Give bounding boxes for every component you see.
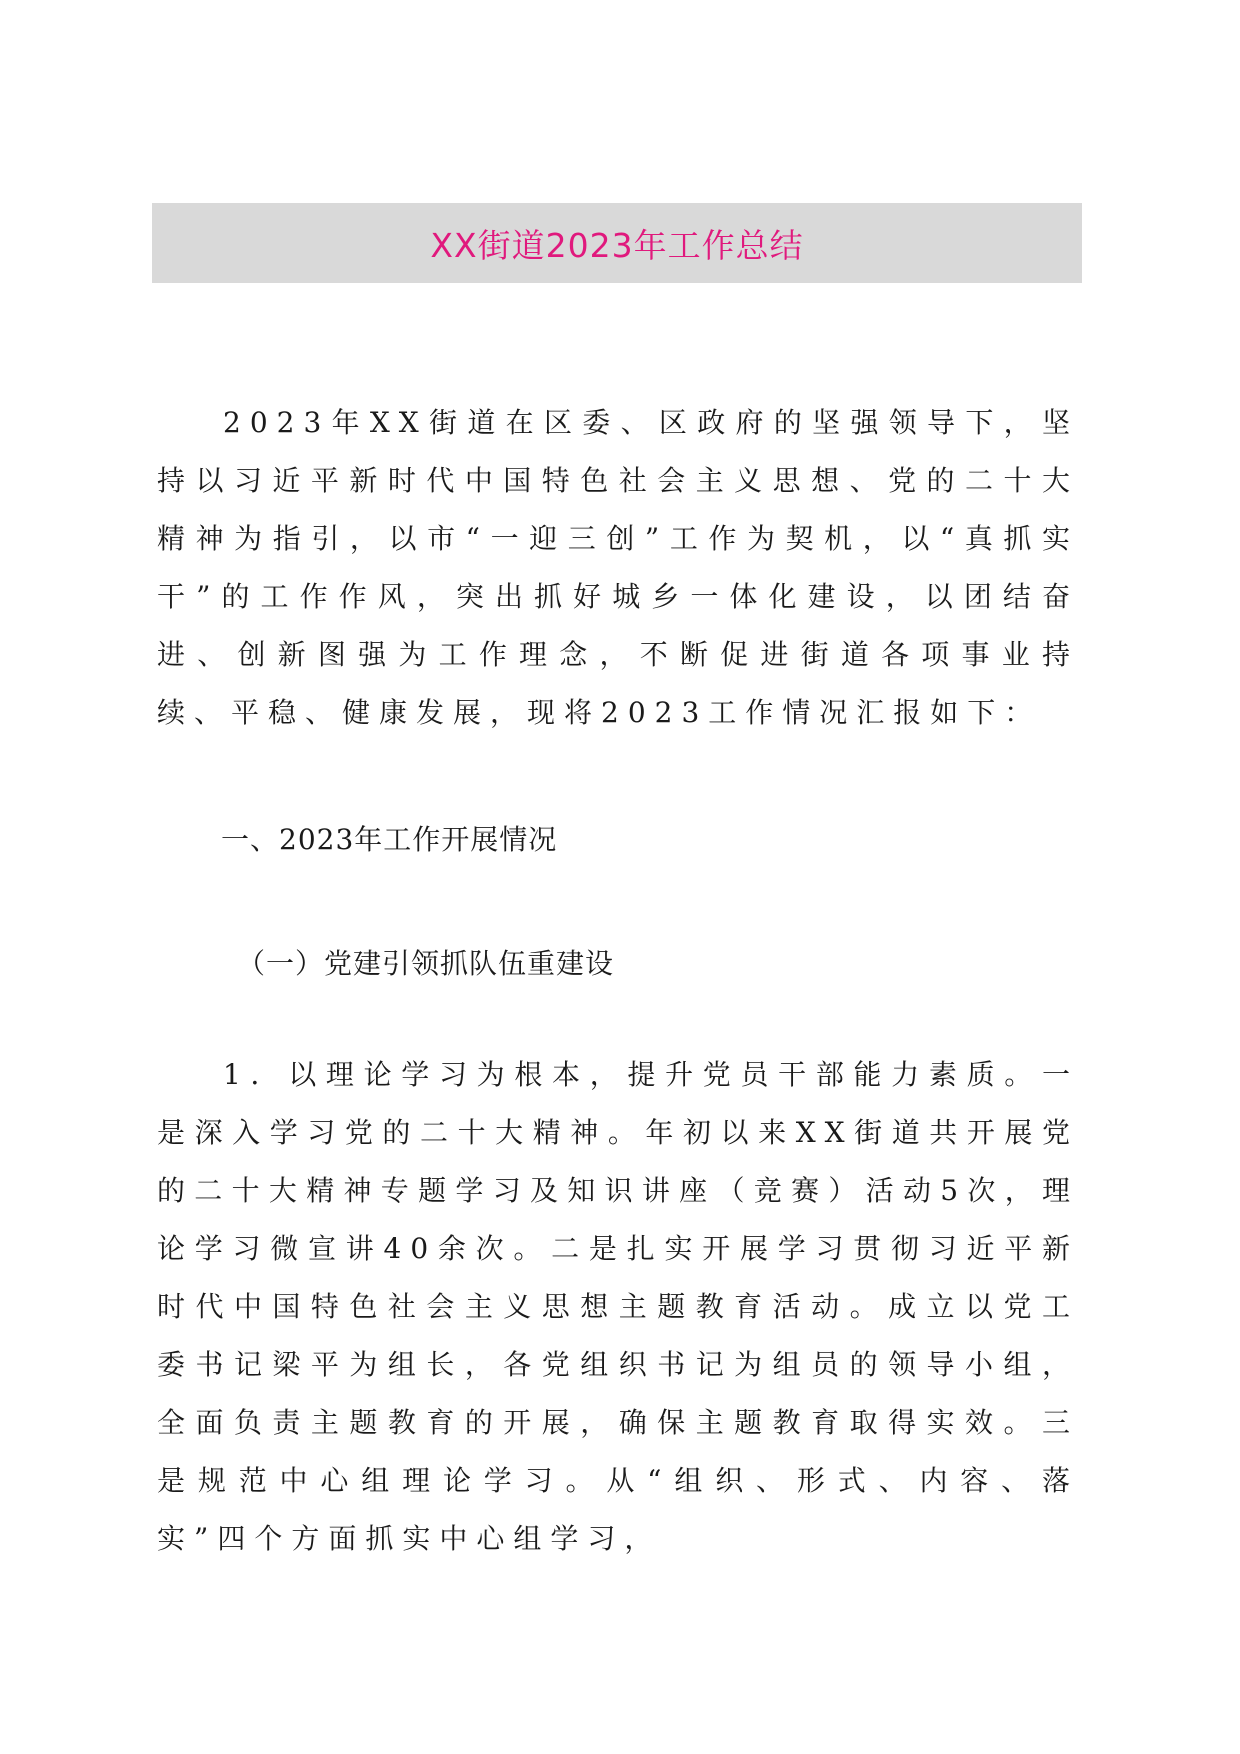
subsection-heading: （一）党建引领抓队伍重建设 [237, 947, 615, 980]
item-paragraph: 1．以理论学习为根本，提升党员干部能力素质。一是深入学习党的二十大精神。年初以来XX街道共开展党的二十大精神专题学习及知识讲座（竞赛）活动5次，理论学习微宣讲40余次。二是扎实开展学习贯彻习近平新时代中国特色社会主义思想主题教育活动。成立以党工委书记梁平为组长，各党组织书记为组员的领导小组，全面负责主题教育的开展，确保主题教育取得实效。三是规范中心组理论学习。从“组织、形式、内容、落实”四个方面抓实中心组学习， [157, 1058, 1079, 1555]
document-title: XX街道2023年工作总结 [430, 225, 804, 265]
section-heading: 一、2023年工作开展情况 [221, 823, 558, 856]
title-banner [152, 203, 1082, 283]
intro-paragraph: 2023年XX街道在区委、区政府的坚强领导下，坚持以习近平新时代中国特色社会主义思想、党的二十大精神为指引，以市“一迎三创”工作为契机，以“真抓实干”的工作作风，突出抓好城乡一体化建设，以团结奋进、创新图强为工作理念，不断促进街道各项事业持续、平稳、健康发展，现将2023工作情况汇报如下： [157, 406, 1079, 729]
